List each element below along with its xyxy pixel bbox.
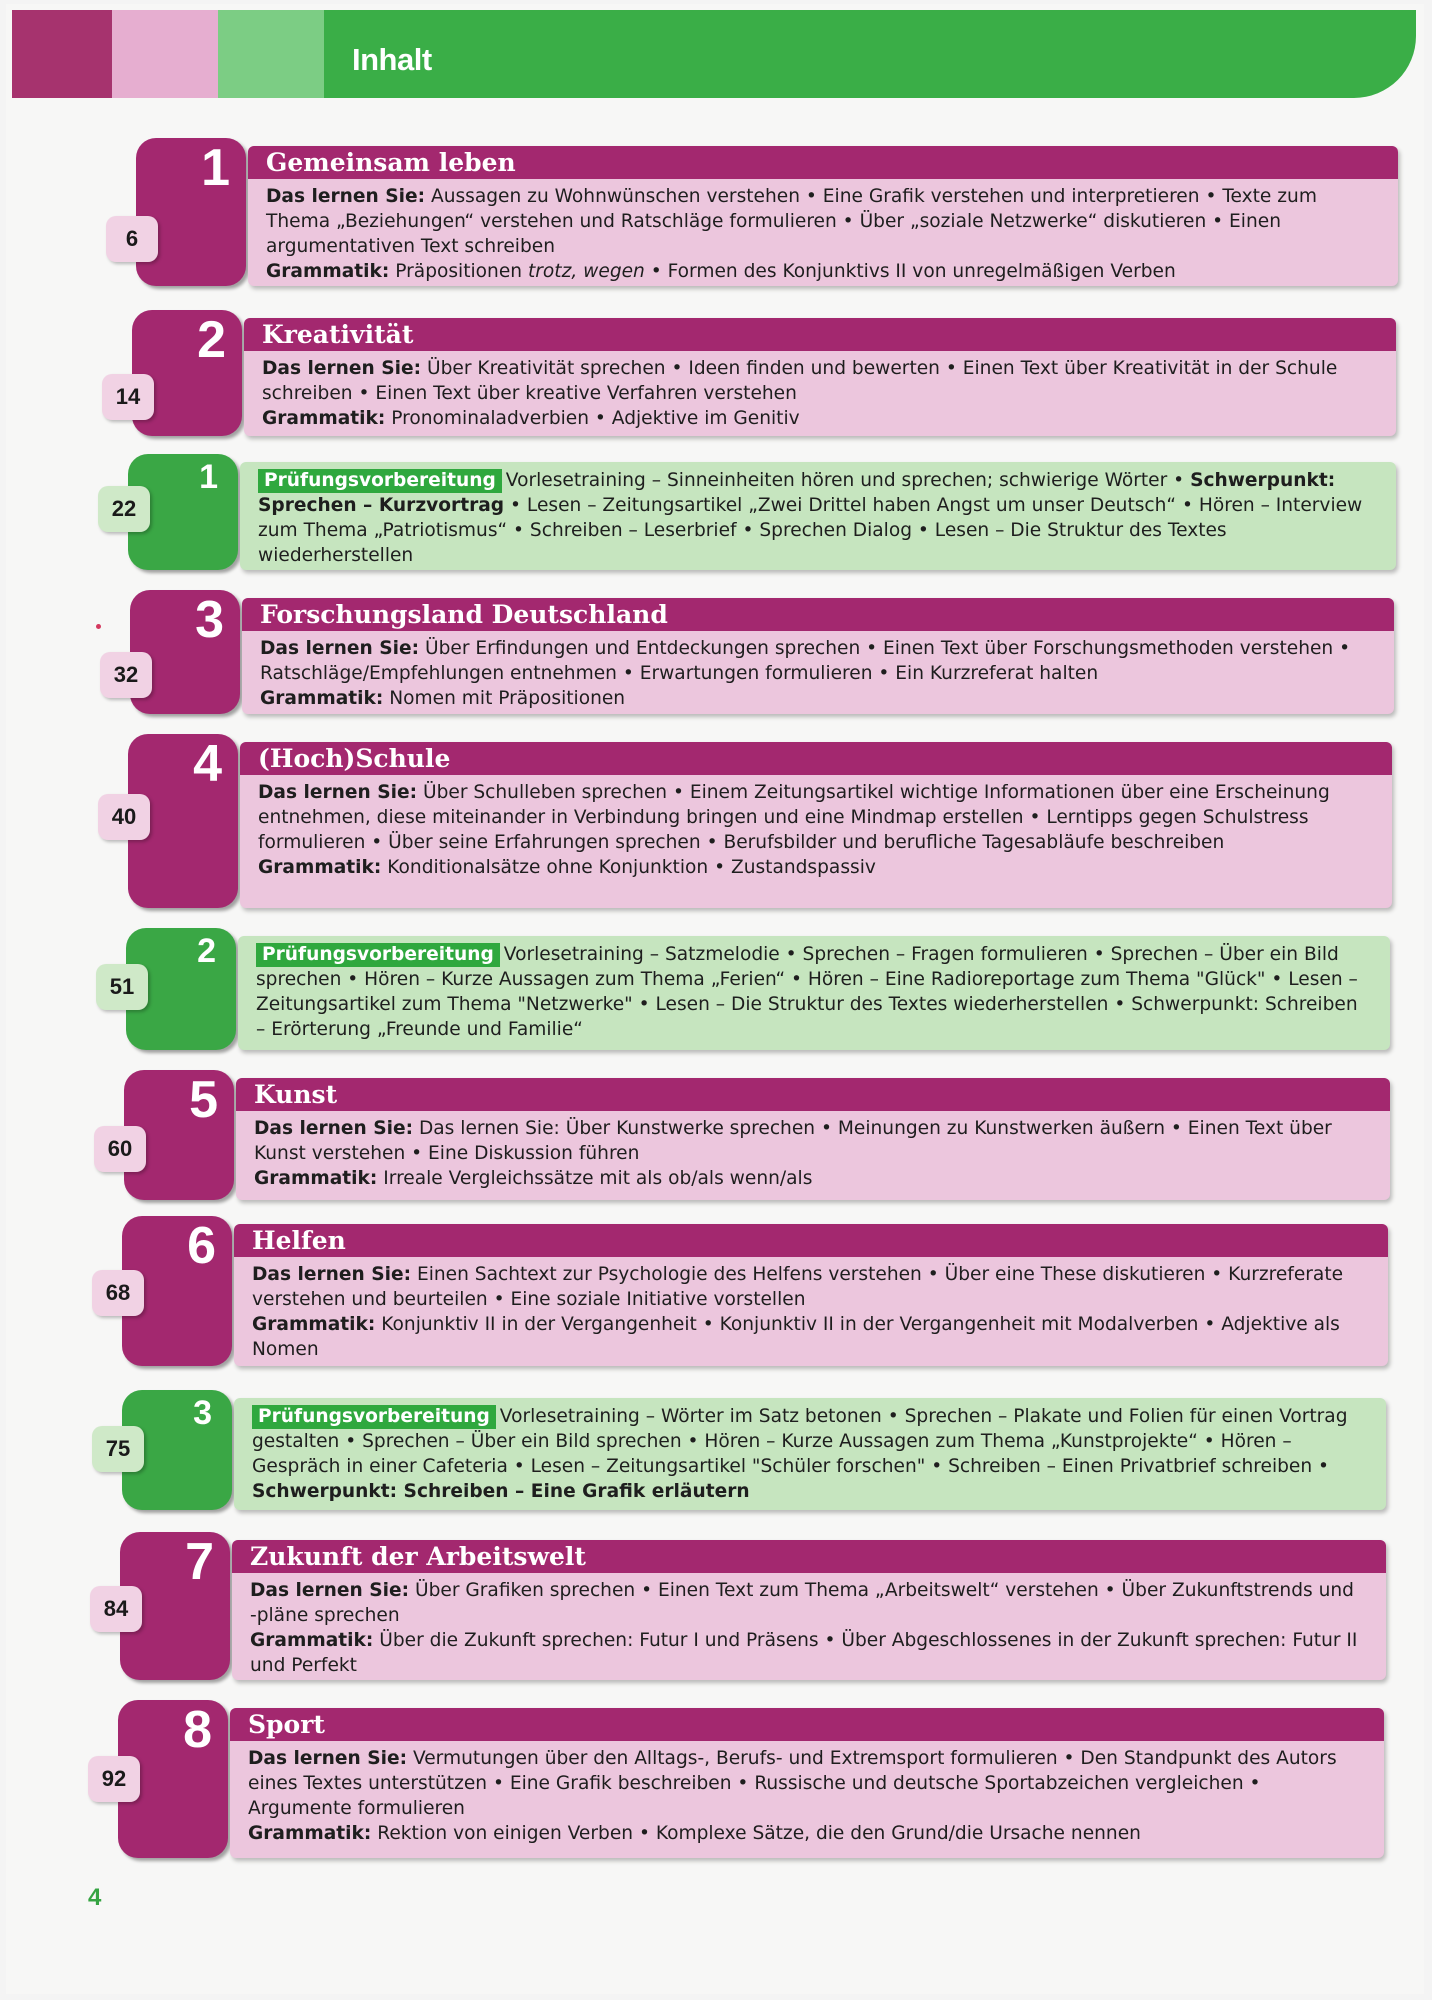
unit-title: Kunst <box>236 1078 1390 1111</box>
page-number-badge: 68 <box>92 1270 144 1316</box>
page-number: 4 <box>88 1884 102 1911</box>
page-number-badge: 84 <box>90 1586 142 1632</box>
learn-label: Das lernen Sie: <box>252 1264 412 1285</box>
unit-number: 8 <box>183 1701 212 1759</box>
grammar-label: Grammatik: <box>260 688 384 709</box>
learn-text: Über Erfindungen und Entdeckungen sprechen • Einen Text über Forschungsmethoden verstehen • Ratschläge/Empfehlungen entnehmen • Erwartungen formulieren • Ein Kurzreferat halten <box>260 638 1351 684</box>
grammar-text: Präpositionen <box>395 261 528 282</box>
grammar-text: Nomen mit Präpositionen <box>389 688 626 709</box>
grammar-text: Konditionalsätze ohne Konjunktion • Zustandspassiv <box>387 857 876 878</box>
page-title: Inhalt <box>352 42 432 77</box>
unit-card <box>236 1078 1390 1200</box>
grammar-label: Grammatik: <box>258 857 382 878</box>
prep-number: 1 <box>199 458 218 496</box>
grammar-label: Grammatik: <box>252 1314 376 1335</box>
unit-entry[interactable] <box>105 1216 1388 1366</box>
page-number-badge: 22 <box>98 486 150 532</box>
learn-label: Das lernen Sie: <box>250 1580 410 1601</box>
unit-card <box>232 1540 1386 1680</box>
prep-card <box>240 462 1396 570</box>
unit-card <box>240 742 1392 908</box>
grammar-label: Grammatik: <box>248 1823 372 1844</box>
prep-text: Vorlesetraining – Satzmelodie • Sprechen – Fragen formulieren • Sprechen – Über ein Bild sprechen • Hören – Kurze Aussagen zum Thema „Ferien“ • Hören – Eine Radioreportage zum Thema "Glück" • Lesen – Zeitungsartikel zum Thema "Netzwerke" • Lesen – Die Struktur des Textes wiederherstellen • Schwerpunkt: Schreiben – Erörterung „Freunde und Familie“ <box>256 944 1358 1040</box>
page-number-badge: 40 <box>98 794 150 840</box>
exam-prep-entry[interactable] <box>105 1390 1386 1510</box>
learn-label: Das lernen Sie: <box>258 782 418 803</box>
learn-text: Vermutungen über den Alltags-, Berufs- und Extremsport formulieren • Den Standpunkt des Autors eines Textes unterstützen • Eine Grafik beschreiben • Russische und deutsche Sportabzeichen vergleichen • Argumente formulieren <box>248 1748 1337 1819</box>
decorative-dot <box>96 624 101 629</box>
grammar-text: • Formen des Konjunktivs II von unregelmäßigen Verben <box>644 261 1176 282</box>
page-number-badge: 92 <box>88 1756 140 1802</box>
unit-number: 7 <box>185 1533 214 1591</box>
unit-number: 2 <box>197 311 226 369</box>
grammar-label: Grammatik: <box>250 1630 374 1651</box>
unit-title: Helfen <box>234 1224 1388 1257</box>
header-color-block <box>112 10 218 98</box>
grammar-text-italic: trotz, wegen <box>527 261 645 282</box>
learn-label: Das lernen Sie: <box>254 1118 414 1139</box>
learn-text: Über Schulleben sprechen • Einem Zeitungsartikel wichtige Informationen über eine Erscheinung entnehmen, diese miteinander in Verbindung bringen und eine Mindmap erstellen • Lerntipps gegen Schulstress formulieren • Über seine Erfahrungen sprechen • Berufsbilder und berufliche Tagesabläufe beschreiben <box>258 782 1330 853</box>
unit-entry[interactable] <box>107 1070 1390 1200</box>
learn-label: Das lernen Sie: <box>262 358 422 379</box>
header-bar <box>12 10 1416 98</box>
exam-prep-entry[interactable] <box>109 928 1390 1050</box>
learn-label: Das lernen Sie: <box>248 1748 408 1769</box>
page-number-badge: 51 <box>96 964 148 1010</box>
unit-card <box>248 146 1398 286</box>
unit-entry[interactable] <box>103 1532 1386 1680</box>
unit-number: 6 <box>187 1217 216 1275</box>
page-number-badge: 75 <box>92 1426 144 1472</box>
unit-card <box>244 318 1396 436</box>
learn-label: Das lernen Sie: <box>266 186 426 207</box>
grammar-text: Über die Zukunft sprechen: Futur I und Präsens • Über Abgeschlossenes in der Zukunft sprechen: Futur II und Perfekt <box>250 1630 1358 1676</box>
unit-card <box>230 1708 1384 1858</box>
prep-number: 3 <box>193 1394 212 1432</box>
unit-number: 4 <box>193 735 222 793</box>
prep-text: Vorlesetraining – Wörter im Satz betonen • Sprechen – Plakate und Folien für einen Vortrag gestalten • Sprechen – Über ein Bild sprechen • Hören – Kurze Aussagen zum Thema „Kunstprojekte“ • Hören – Gespräch in einer Cafeteria • Lesen – Zeitungsartikel "Schüler forschen" • Schreiben – Einen Privatbrief schreiben • <box>252 1406 1348 1477</box>
unit-entry[interactable] <box>113 590 1394 714</box>
header-color-block <box>218 10 324 98</box>
grammar-text: Pronominaladverbien • Adjektive im Genitiv <box>391 408 800 429</box>
header-color-block <box>324 10 1416 98</box>
unit-title: Gemeinsam leben <box>248 146 1398 179</box>
unit-card <box>242 598 1394 714</box>
header-color-block <box>12 10 112 98</box>
unit-number: 5 <box>189 1071 218 1129</box>
grammar-label: Grammatik: <box>266 261 390 282</box>
unit-title: Kreativität <box>244 318 1396 351</box>
unit-number: 3 <box>195 591 224 649</box>
unit-entry[interactable] <box>111 734 1392 908</box>
prep-card <box>238 936 1390 1050</box>
prep-number: 2 <box>197 932 216 970</box>
grammar-text: Rektion von einigen Verben • Komplexe Sätze, die den Grund/die Ursache nennen <box>377 1823 1141 1844</box>
unit-title: (Hoch)Schule <box>240 742 1392 775</box>
learn-text: Über Grafiken sprechen • Einen Text zum Thema „Arbeitswelt“ verstehen • Über Zukunftstrends und -pläne sprechen <box>250 1580 1354 1626</box>
unit-entry[interactable] <box>125 138 1398 286</box>
unit-entry[interactable] <box>115 310 1396 436</box>
grammar-label: Grammatik: <box>262 408 386 429</box>
exam-prep-badge: Prüfungsvorbereitung <box>258 469 502 493</box>
unit-title: Forschungsland Deutschland <box>242 598 1394 631</box>
page <box>6 4 1424 1994</box>
page-number-badge: 6 <box>106 216 158 262</box>
grammar-text: Konjunktiv II in der Vergangenheit • Konjunktiv II in der Vergangenheit mit Modalverben • Adjektive als Nomen <box>252 1314 1340 1360</box>
grammar-text: Irreale Vergleichssätze mit als ob/als wenn/als <box>383 1168 813 1189</box>
unit-entry[interactable] <box>101 1700 1384 1858</box>
prep-text-bold: Schwerpunkt: Sprechen – Kurzvortrag <box>258 470 1336 516</box>
unit-number: 1 <box>201 139 230 197</box>
page-number-badge: 60 <box>94 1126 146 1172</box>
learn-text: Das lernen Sie: Über Kunstwerke sprechen • Meinungen zu Kunstwerken äußern • Einen Text über Kunst verstehen • Eine Diskussion führen <box>254 1118 1332 1164</box>
unit-card <box>234 1224 1388 1366</box>
prep-text: • Lesen – Zeitungsartikel „Zwei Drittel haben Angst um unser Deutsch“ • Hören – Interview zum Thema „Patriotismus“ • Schreiben – Leserbrief • Sprechen Dialog • Lesen – Die Struktur des Textes wiederherstellen <box>258 495 1363 566</box>
unit-title: Sport <box>230 1708 1384 1741</box>
grammar-label: Grammatik: <box>254 1168 378 1189</box>
unit-title: Zukunft der Arbeitswelt <box>232 1540 1386 1573</box>
unit-number-tab <box>136 138 246 286</box>
learn-label: Das lernen Sie: <box>260 638 420 659</box>
exam-prep-entry[interactable] <box>111 454 1396 570</box>
page-number-badge: 32 <box>100 652 152 698</box>
learn-text: Einen Sachtext zur Psychologie des Helfens verstehen • Über eine These diskutieren • Kurzreferate verstehen und beurteilen • Eine soziale Initiative vorstellen <box>252 1264 1344 1310</box>
exam-prep-badge: Prüfungsvorbereitung <box>256 943 500 967</box>
page-number-badge: 14 <box>102 374 154 420</box>
learn-text: Aussagen zu Wohnwünschen verstehen • Eine Grafik verstehen und interpretieren • Texte zum Thema „Beziehungen“ verstehen und Ratschläge formulieren • Über „soziale Netzwerke“ diskutieren • Einen argumentativen Text schreiben <box>266 186 1317 257</box>
prep-text-bold: Schwerpunkt: Schreiben – Eine Grafik erläutern <box>252 1481 750 1502</box>
prep-card <box>234 1398 1386 1510</box>
exam-prep-badge: Prüfungsvorbereitung <box>252 1405 496 1429</box>
prep-text: Vorlesetraining – Sinneinheiten hören und sprechen; schwierige Wörter • <box>505 470 1191 491</box>
learn-text: Über Kreativität sprechen • Ideen finden und bewerten • Einen Text über Kreativität in der Schule schreiben • Einen Text über kreative Verfahren verstehen <box>262 358 1338 404</box>
